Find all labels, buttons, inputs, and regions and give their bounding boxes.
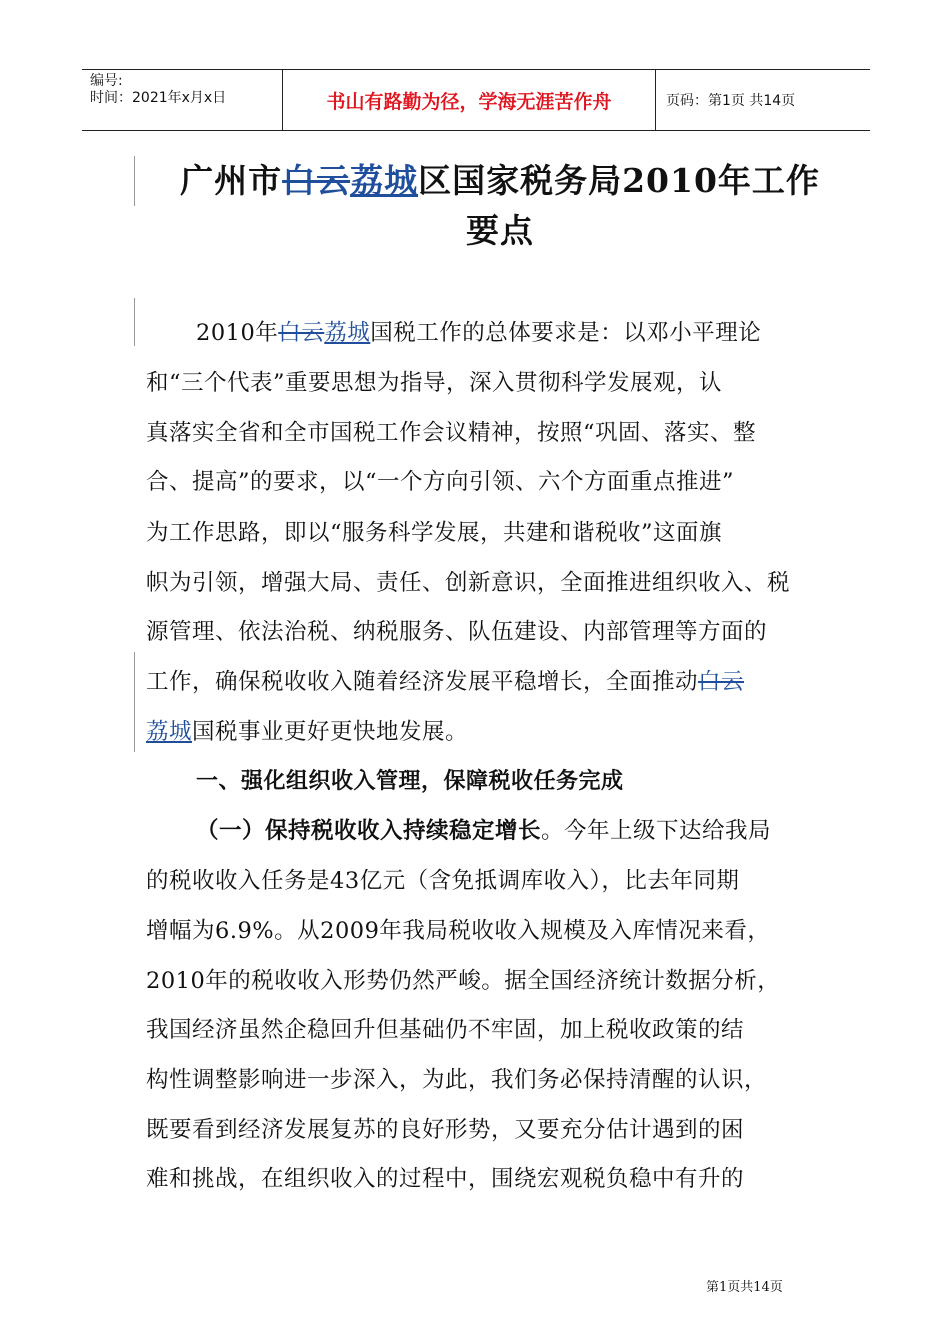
header-page-code: 页码：第1页 共14页 [666,93,796,109]
paragraph-line: 增幅为6.9%。从2009年我局税收收入规模及入库情况来看， [146,918,771,944]
time-label: 时间：2021年x月x日 [90,90,227,106]
paragraph-line: 帜为引领，增强大局、责任、创新意识，全面推进组织收入、税 [146,570,791,596]
paragraph-line: 既要看到经济发展复苏的良好形势，又要充分估计遇到的困 [146,1117,745,1143]
change-bar [134,298,135,346]
paragraph-line: 构性调整影响进一步深入，为此，我们务必保持清醒的认识， [146,1067,768,1093]
change-bar [134,652,135,752]
paragraph-line: 2010年白云荔城国税工作的总体要求是：以邓小平理论 [196,320,762,346]
page-header [82,69,870,131]
paragraph-line: 真落实全省和全市国税工作会议精神，按照“巩固、落实、整 [146,420,757,446]
paragraph-line: 为工作思路，即以“服务科学发展，共建和谐税收”这面旗 [146,520,723,546]
deleted-text: 白云 [698,669,745,695]
number-label: 编号: [90,73,123,89]
header-motto: 书山有路勤为径，学海无涯苦作舟 [283,70,656,130]
header-meta [82,70,283,130]
inserted-text: 荔城 [350,161,419,200]
deleted-text: 白云 [278,320,325,346]
deleted-text: 白云 [282,161,351,200]
page-footer: 第1页共14页 [706,1280,783,1295]
paragraph-line: 荔城国税事业更好更快地发展。 [146,719,469,745]
document-title [140,156,860,256]
change-bar [134,156,135,206]
paragraph-line: 难和挑战，在组织收入的过程中，围绕宏观税负稳中有升的 [146,1166,745,1192]
paragraph-line: （一）保持税收收入持续稳定增长。今年上级下达给我局 [196,818,772,844]
paragraph-line: 源管理、依法治税、纳税服务、队伍建设、内部管理等方面的 [146,619,768,645]
inserted-text: 荔城 [324,320,371,346]
paragraph-line: 工作，确保税收收入随着经济发展平稳增长，全面推动白云 [146,669,745,695]
subsection-heading: （一）保持税收收入持续稳定增长 [196,818,542,844]
paragraph-line: 和“三个代表”重要思想为指导，深入贯彻科学发展观，认 [146,370,723,396]
inserted-text: 荔城 [146,719,193,745]
paragraph-line: 我国经济虽然企稳回升但基础仍不牢固，加上税收政策的结 [146,1017,745,1043]
paragraph-line: 2010年的税收收入形势仍然严峻。据全国经济统计数据分析， [146,968,781,994]
section-heading: 一、强化组织收入管理，保障税收任务完成 [196,769,624,794]
title-line-1: 广州市白云荔城区国家税务局2010年工作 [180,161,820,200]
title-line-2: 要点 [466,211,534,250]
paragraph-line: 合、提高”的要求，以“一个方向引领、六个方面重点推进” [146,469,735,495]
paragraph-line: 的税收收入任务是43亿元（含免抵调库收入），比去年同期 [146,868,740,894]
